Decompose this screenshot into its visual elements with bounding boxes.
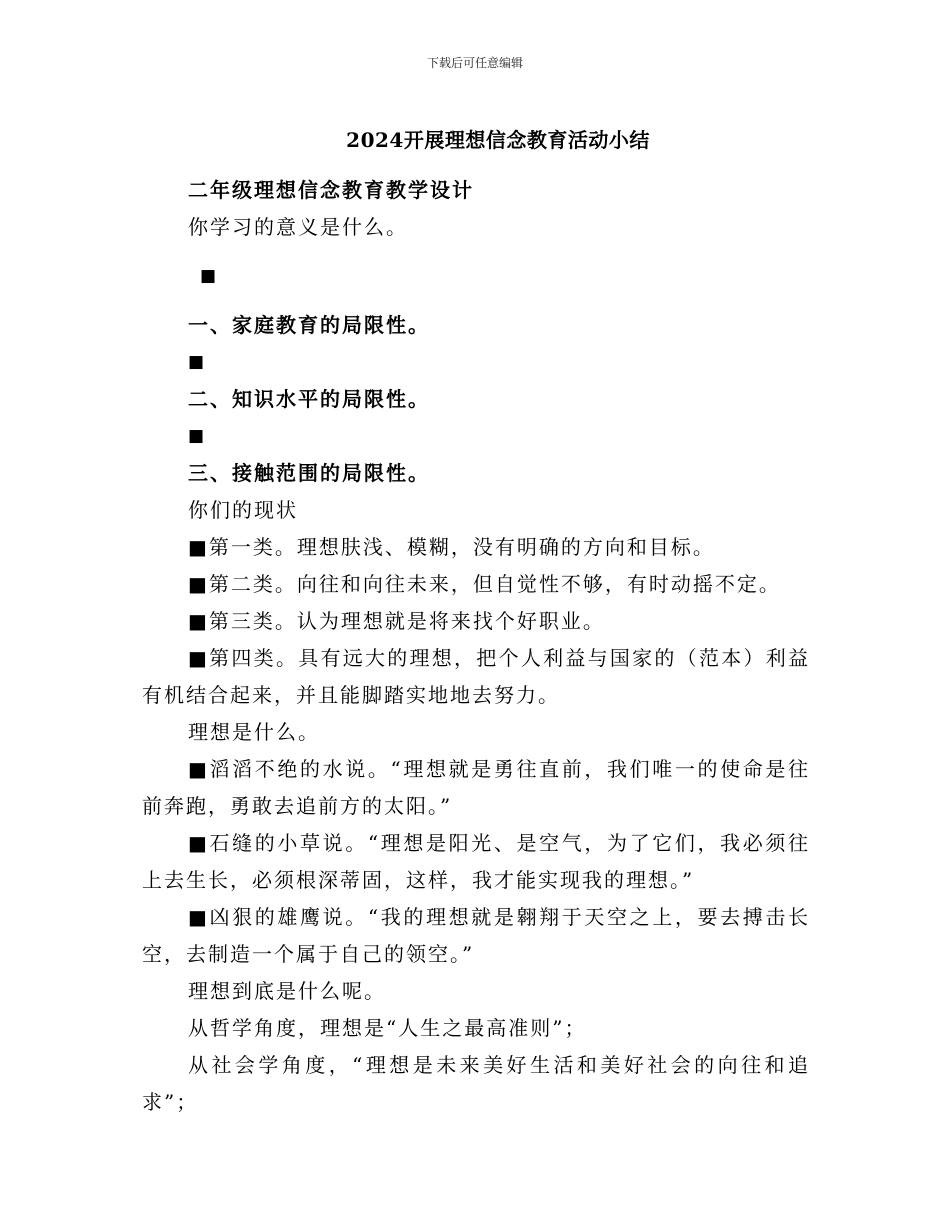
sociology-view: 从社会学角度，“理想是未来美好生活和美好社会的向往和追求”； [142, 1053, 810, 1114]
bullet-marker: ■ [188, 426, 207, 446]
category-4: ■第四类。具有远大的理想，把个人利益与国家的（范本）利益有机结合起来，并且能脚踏实地地去努力。 [142, 646, 810, 707]
page-header: 下载后可任意编辑 [426, 56, 523, 70]
heading-family-education: 一、家庭教育的局限性。 [188, 313, 430, 337]
current-status-heading: 你们的现状 [188, 498, 298, 522]
category-1: ■第一类。理想肤浅、模糊，没有明确的方向和目标。 [188, 535, 715, 559]
heading-knowledge-level: 二、知识水平的局限性。 [188, 387, 430, 411]
philosophy-view: 从哲学角度，理想是“人生之最高准则”； [188, 1016, 587, 1040]
bullet-marker: ■ [188, 352, 207, 372]
category-2: ■第二类。向往和向往未来，但自觉性不够，有时动摇不定。 [188, 572, 781, 596]
grass-says: ■石缝的小草说。“理想是阳光、是空气，为了它们，我必须往上去生长，必须根深蒂固，这样，我才能实现我的理想。” [142, 831, 810, 892]
question-what-is-ideal-really: 理想到底是什么呢。 [188, 979, 386, 1003]
subtitle: 二年级理想信念教育教学设计 [188, 178, 474, 202]
bullet-marker: ■ [200, 266, 219, 286]
question-what-is-ideal: 理想是什么。 [188, 720, 320, 744]
water-says: ■滔滔不绝的水说。“理想就是勇往直前，我们唯一的使命是往前奔跑，勇敢去追前方的太阳。” [142, 757, 810, 818]
heading-contact-scope: 三、接触范围的局限性。 [188, 461, 430, 485]
category-3: ■第三类。认为理想就是将来找个好职业。 [188, 609, 605, 633]
question-meaning: 你学习的意义是什么。 [188, 215, 408, 239]
document-body [142, 172, 810, 1121]
document-title: 2024开展理想信念教育活动小结 [346, 128, 650, 152]
eagle-says: ■凶狠的雄鹰说。“我的理想就是翱翔于天空之上，要去搏击长空，去制造一个属于自己的领空。” [142, 905, 810, 966]
